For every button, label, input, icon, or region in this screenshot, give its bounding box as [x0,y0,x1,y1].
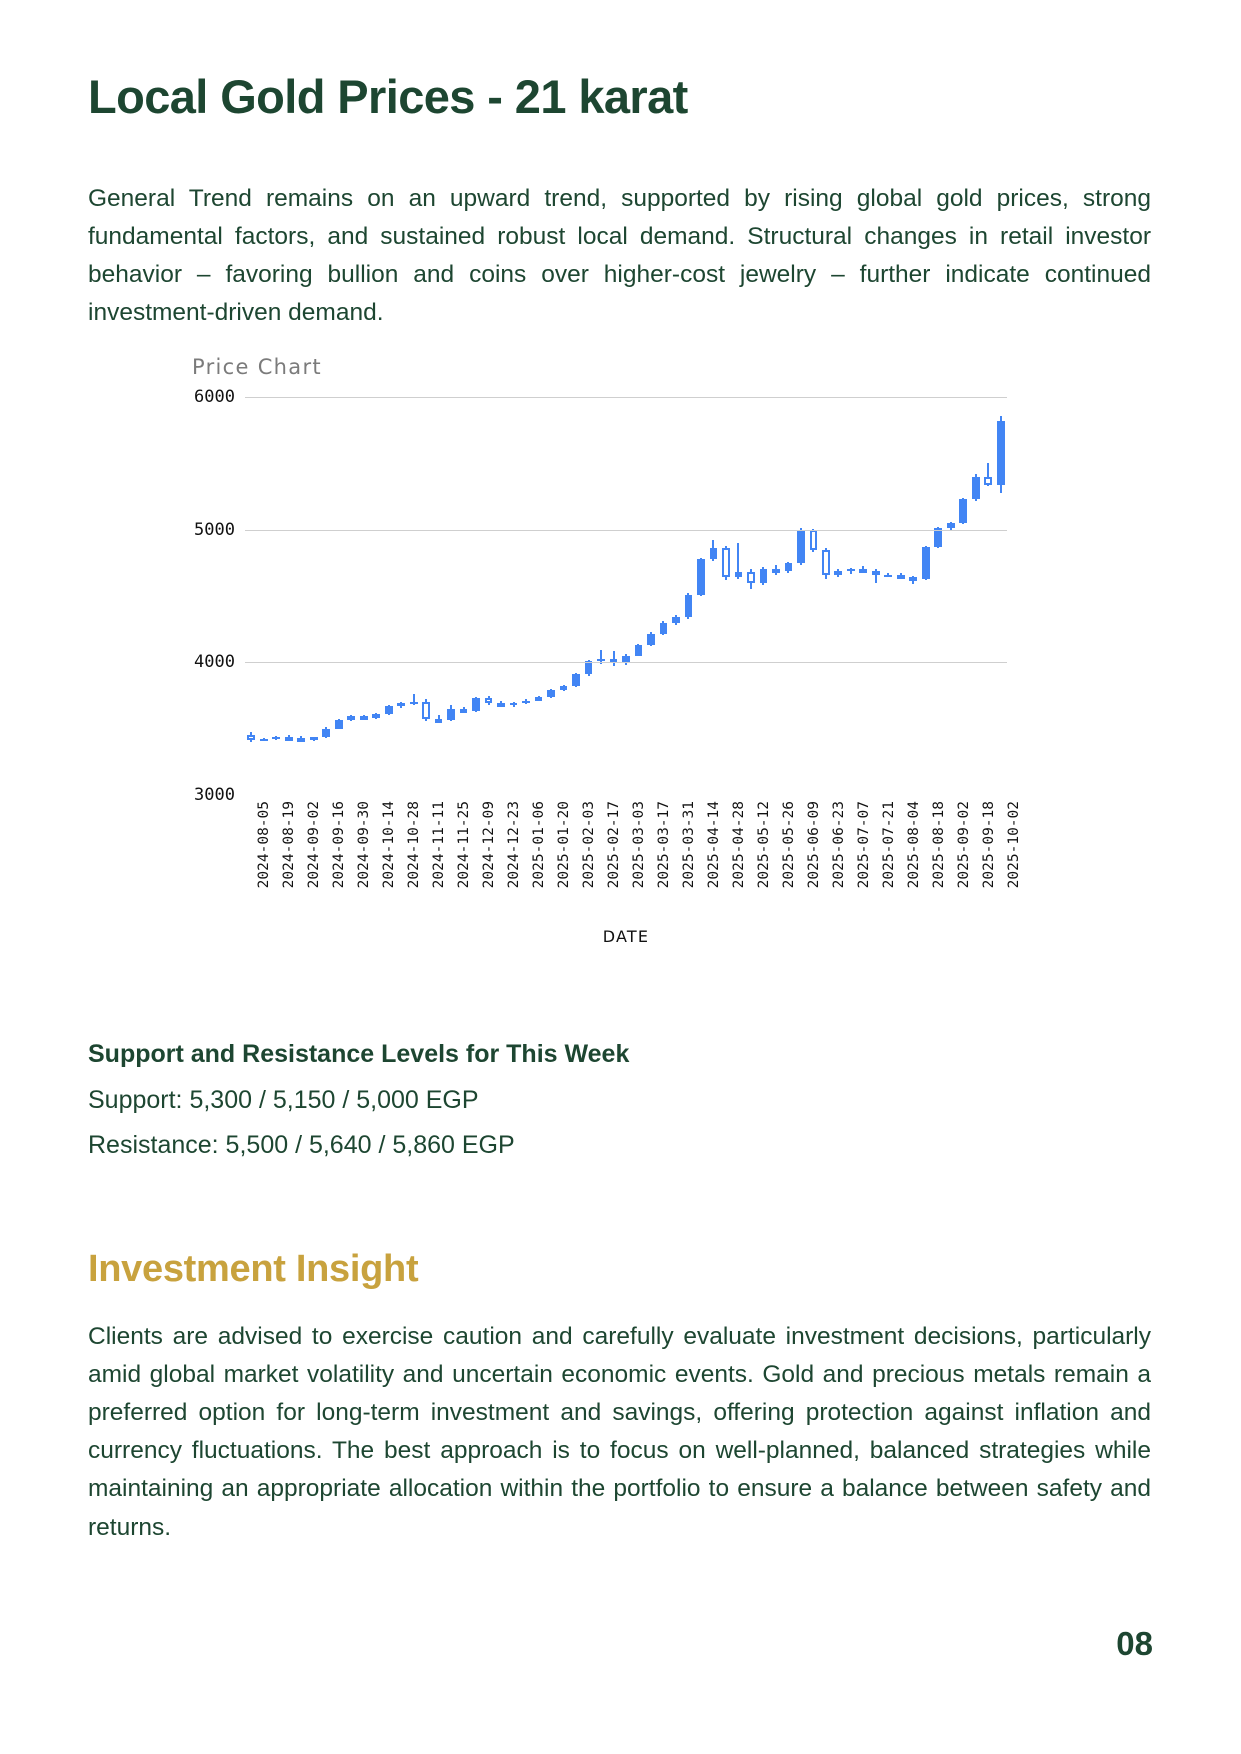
price-chart [150,355,1070,995]
chart-gridline [245,795,1007,796]
x-axis-tick-label: 2024-09-02 [306,801,323,889]
candlestick-body [372,714,380,718]
candlestick-body [510,703,518,705]
candlestick-body [497,703,505,707]
candlestick-body [572,674,580,686]
x-axis-tick-label: 2025-01-06 [531,801,548,889]
x-axis-tick-label: 2025-04-14 [705,801,722,889]
chart-gridline [245,397,1007,398]
candlestick-body [972,477,980,500]
page-title: Local Gold Prices - 21 karat [88,70,688,124]
candlestick-body [272,737,280,739]
x-axis-tick-label: 2024-08-05 [256,801,273,889]
support-resistance-heading: Support and Resistance Levels for This Week [88,1040,630,1068]
candlestick-body [360,716,368,720]
candlestick-body [822,550,830,575]
candlestick-body [635,645,643,656]
candlestick-body [710,548,718,559]
candlestick-body [535,697,543,700]
candlestick-body [685,595,693,618]
candlestick-body [410,702,418,704]
x-axis-tick-label: 2024-08-19 [281,801,298,889]
page-number: 08 [1116,1625,1153,1662]
x-axis-tick-label: 2025-06-23 [830,801,847,889]
candlestick-body [547,690,555,697]
x-axis-tick-label: 2025-10-02 [1005,801,1022,889]
x-axis-tick-label: 2024-12-23 [506,801,523,889]
candlestick-series [245,397,1007,795]
y-axis-tick-label: 4000 [194,652,235,673]
x-axis-tick-label: 2024-09-30 [356,801,373,889]
candlestick-body [872,571,880,576]
candlestick-body [760,569,768,582]
x-axis-tick-label: 2025-09-18 [980,801,997,889]
candlestick-body [435,719,443,723]
x-axis-tick-label: 2025-06-09 [805,801,822,889]
candlestick-body [422,702,430,719]
x-axis-tick-label: 2024-11-11 [431,801,448,889]
candlestick-body [984,477,992,485]
candlestick-body [397,703,405,705]
x-axis-tick-label: 2025-03-31 [680,801,697,889]
x-axis-tick-label: 2024-09-16 [331,801,348,889]
candlestick-body [735,572,743,577]
candlestick-body [922,547,930,580]
x-axis-tick-label: 2025-07-21 [880,801,897,889]
candlestick-body [485,698,493,703]
candlestick-body [959,499,967,523]
x-axis-tick-label: 2025-08-04 [905,801,922,889]
candlestick-body [660,623,668,634]
chart-plot-area [194,387,1007,805]
x-axis-tick-labels [245,801,1022,921]
candlestick-body [297,738,305,742]
investment-insight-body: Clients are advised to exercise caution and carefully evaluate investment decisions, particularly amid global market volatility and uncertain economic events. Gold and precious metals remain a preferred option for long-term investment and savings, offering protection against inflation and currency fluctuations. The best approach is to focus on well-planned, balanced strategies while maintaining an appropriate allocation within the portfolio to ensure a balance between safety and returns. [88,1322,1151,1541]
candlestick-body [884,575,892,577]
candlestick-body [997,421,1005,485]
chart-gridline [245,662,1007,663]
candlestick-body [859,569,867,573]
x-axis-tick-label: 2024-10-28 [406,801,423,889]
candlestick-body [597,659,605,661]
x-axis-tick-label: 2025-02-17 [606,801,623,889]
x-axis-tick-label: 2025-01-20 [556,801,573,889]
candlestick-body [560,686,568,690]
chart-title: Price Chart [192,355,322,379]
candlestick-body [247,735,255,740]
candlestick-body [310,737,318,739]
x-axis-tick-label: 2025-08-18 [930,801,947,889]
x-axis-tick-label: 2024-10-14 [381,801,398,889]
x-axis-tick-label: 2025-02-03 [581,801,598,889]
support-levels-line: Support: 5,300 / 5,150 / 5,000 EGP [88,1086,479,1114]
candlestick-body [260,739,268,741]
candlestick-body [747,572,755,583]
x-axis-title: DATE [602,927,650,946]
candlestick-body [522,701,530,703]
candlestick-body [385,706,393,714]
candlestick-body [722,548,730,577]
candlestick-body [934,528,942,547]
x-axis-tick-label: 2025-05-26 [780,801,797,889]
investment-insight-heading: Investment Insight [88,1247,419,1290]
candlestick-body [347,716,355,719]
candlestick-body [897,575,905,579]
x-axis-tick-label: 2025-04-28 [730,801,747,889]
candlestick-body [834,571,842,575]
candlestick-body [772,569,780,573]
chart-gridline [245,530,1007,531]
candlestick-body [335,720,343,729]
x-axis-tick-label: 2025-09-02 [955,801,972,889]
candlestick-body [322,729,330,738]
candlestick-body [447,709,455,721]
candlestick-body [785,563,793,570]
resistance-levels-line: Resistance: 5,500 / 5,640 / 5,860 EGP [88,1131,515,1159]
x-axis-tick-label: 2025-03-17 [655,801,672,889]
candlestick-body [797,530,805,564]
candlestick-body [947,523,955,528]
x-axis-tick-label: 2025-05-12 [755,801,772,889]
x-axis-tick-label: 2025-03-03 [631,801,647,889]
candlestick-body [460,709,468,713]
intro-paragraph: General Trend remains on an upward trend, supported by rising global gold prices, strong fundamental factors, and sustained robust local demand. Structural changes in retail investor behavior – favoring bullion and coins over higher-cost jewelry – further indicate continued investment-driven demand. [88,184,1151,327]
candlestick-body [909,577,917,581]
y-axis-tick-label: 3000 [194,785,235,805]
candlestick-body [810,530,818,551]
x-axis-tick-label: 2024-11-25 [456,801,473,889]
y-axis-tick-label: 6000 [194,387,235,407]
candlestick-body [672,617,680,622]
candlestick-body [472,698,480,711]
candlestick-body [697,559,705,595]
y-axis-tick-label: 5000 [194,519,235,540]
x-axis-tick-label: 2025-07-07 [855,801,872,889]
candlestick-body [847,569,855,571]
candlestick-body [647,634,655,645]
x-axis-tick-label: 2024-12-09 [481,801,498,889]
candlestick-body [285,737,293,741]
